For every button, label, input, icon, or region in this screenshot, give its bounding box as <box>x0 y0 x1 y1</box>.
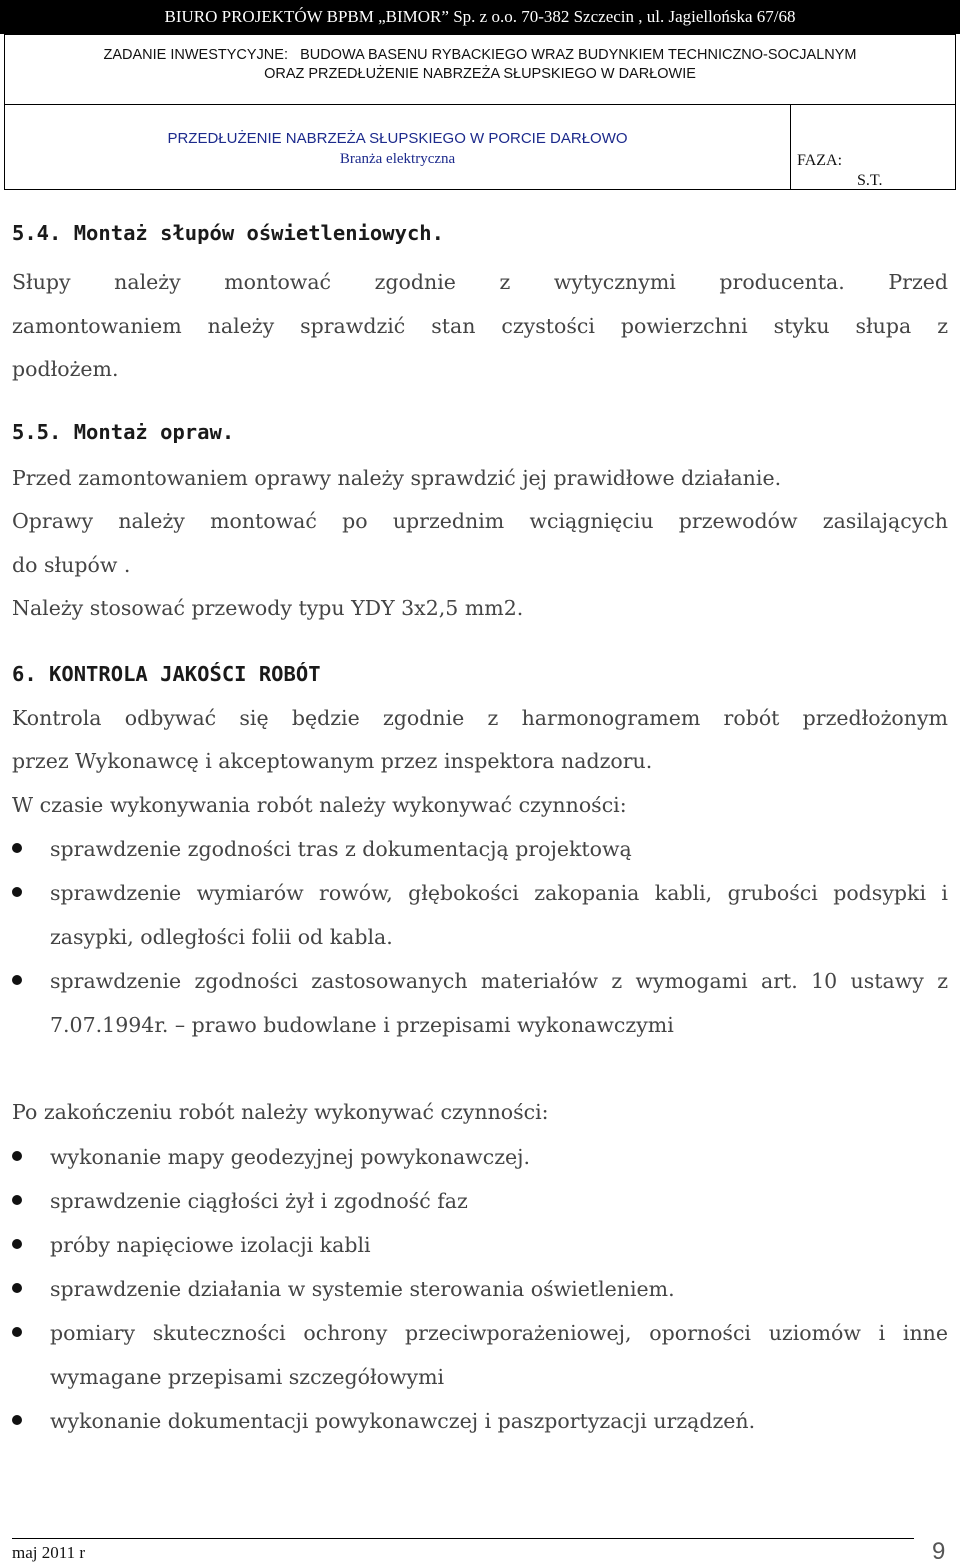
paragraph-line: Kontrola odbywać się będzie zgodnie z harmonogramem robót przedłożonym <box>12 705 948 730</box>
list-item: pomiary skuteczności ochrony przeciwporażeniowej, oporności uziomów i inne wymagane przepisami szczegółowymi <box>12 1311 948 1399</box>
list-item: sprawdzenie zgodności zastosowanych materiałów z wymogami art. 10 ustawy z 7.07.1994r. – prawo budowlane i przepisami wykonawczymi <box>12 959 948 1047</box>
paragraph-line: podłożem. <box>12 357 119 381</box>
task-line-2: ORAZ PRZEDŁUŻENIE NABRZEŻA SŁUPSKIEGO W DARŁOWIE <box>264 66 696 82</box>
bullet-icon <box>12 1415 22 1425</box>
phase-value: S.T. <box>857 172 883 189</box>
section-5-4-title: 5.4. Montaż słupów oświetleniowych. <box>12 221 444 245</box>
list-item: sprawdzenie działania w systemie sterowania oświetleniem. <box>12 1267 948 1311</box>
list-item: wykonanie dokumentacji powykonawczej i paszportyzacji urządzeń. <box>12 1399 948 1443</box>
after-works-intro: Po zakończeniu robót należy wykonywać czynności: <box>12 1100 549 1124</box>
section-5-5-title: 5.5. Montaż opraw. <box>12 419 235 444</box>
task-line-1: ZADANIE INWESTYCYJNE: BUDOWA BASENU RYBACKIEGO WRAZ BUDYNKIEM TECHNICZNO-SOCJALNYM <box>103 47 857 63</box>
footer-date: maj 2011 r <box>12 1543 86 1562</box>
paragraph-line: przez Wykonawcę i akceptowanym przez inspektora nadzoru. <box>12 749 653 773</box>
page-number: 9 <box>932 1538 946 1565</box>
phase-label: FAZA: <box>797 152 843 169</box>
during-works-intro: W czasie wykonywania robót należy wykonywać czynności: <box>12 792 627 817</box>
paragraph-line: Oprawy należy montować po uprzednim wciągnięciu przewodów zasilających <box>12 509 948 533</box>
paragraph-line: do słupów . <box>12 552 131 577</box>
paragraph-line: Słupy należy montować zgodnie z wytycznymi producenta. Przed <box>12 270 948 294</box>
after-works-list <box>12 1135 948 1443</box>
list-item: sprawdzenie ciągłości żył i zgodność faz <box>12 1179 948 1223</box>
list-item: sprawdzenie wymiarów rowów, głębokości zakopania kabli, grubości podsypki i zasypki, odległości folii od kabla. <box>12 871 948 959</box>
during-works-list <box>12 827 948 1047</box>
bullet-icon <box>12 1195 22 1205</box>
project-cell <box>5 105 791 190</box>
document-body <box>12 218 948 1443</box>
investment-task <box>5 35 955 105</box>
bullet-icon <box>12 1283 22 1293</box>
bullet-icon <box>12 975 22 985</box>
bullet-icon <box>12 1239 22 1249</box>
bullet-icon <box>12 843 22 853</box>
document-header <box>4 34 956 190</box>
list-item: próby napięciowe izolacji kabli <box>12 1223 948 1267</box>
bullet-icon <box>12 1327 22 1337</box>
project-name: PRZEDŁUŻENIE NABRZEŻA SŁUPSKIEGO W PORCIE DARŁOWO <box>167 130 628 147</box>
paragraph-line: zamontowaniem należy sprawdzić stan czystości powierzchni styku słupa z <box>12 313 948 338</box>
company-banner: BIURO PROJEKTÓW BPBM „BIMOR” Sp. z o.o. 70-382 Szczecin , ul. Jagiellońska 67/68 <box>0 0 960 34</box>
list-item: wykonanie mapy geodezyjnej powykonawczej. <box>12 1135 948 1179</box>
bullet-icon <box>12 887 22 897</box>
paragraph-line: Przed zamontowaniem oprawy należy sprawdzić jej prawidłowe działanie. <box>12 465 782 490</box>
bullet-icon <box>12 1151 22 1161</box>
section-6-title: 6. KONTROLA JAKOŚCI ROBÓT <box>12 661 321 686</box>
paragraph-line: Należy stosować przewody typu YDY 3x2,5 mm2. <box>12 596 524 620</box>
footer-divider <box>12 1538 914 1539</box>
list-item: sprawdzenie zgodności tras z dokumentacją projektową <box>12 827 948 871</box>
branch-name: Branża elektryczna <box>339 151 456 167</box>
